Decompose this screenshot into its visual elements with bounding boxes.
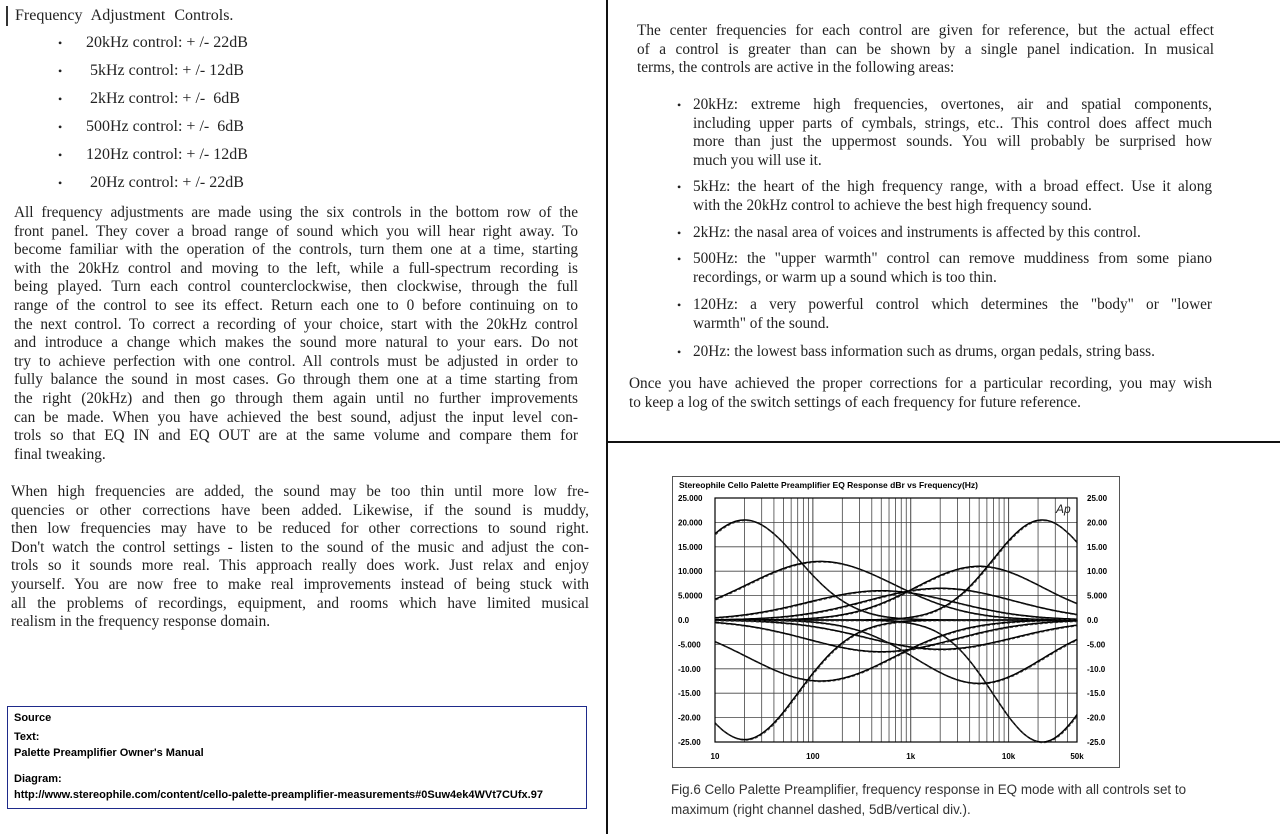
bullet-dot: • — [58, 92, 63, 106]
frequency-bullet-item — [677, 223, 1212, 243]
figure-caption: Fig.6 Cello Palette Preamplifier, frequency response in EQ mode with all controls set to maximum (right channel dashed, 5dB/vertical div.). — [671, 782, 1187, 817]
eq-response-chart — [672, 476, 1120, 768]
y-tick-label-left: 0.0 — [678, 616, 690, 625]
margin-mark — [6, 6, 8, 26]
y-tick-label-right: 15.00 — [1087, 542, 1108, 552]
bullet-dot: • — [58, 36, 63, 50]
bullet-dot: • — [677, 252, 682, 267]
text-line: yourself. You are now free to make real improvements instead of being stuck with — [11, 575, 589, 593]
text-line: range of the control to see its effect. Return each one to 0 before continuing on to — [14, 296, 578, 314]
x-tick-label: 10k — [1001, 752, 1016, 761]
text-line: All frequency adjustments are made using the six controls in the bottom row of the — [14, 204, 578, 221]
x-tick-label: 50k — [1070, 752, 1084, 761]
chart-svg — [672, 476, 1120, 768]
control-text: 20Hz control: + /- 22dB — [86, 174, 244, 191]
control-list-item — [58, 90, 248, 118]
text-line: final tweaking. — [14, 445, 106, 463]
text-line: can be made. When you have achieved the best sound, adjust the input level con- — [14, 408, 578, 426]
control-text: 500Hz control: + /- 6dB — [86, 118, 244, 135]
bullet-dot: • — [677, 225, 682, 240]
bullet-dot: • — [58, 120, 63, 134]
bullet-dot: • — [677, 344, 682, 359]
text-label: Text: — [14, 731, 40, 743]
bullet-dot: • — [677, 298, 682, 313]
text-line: then low frequencies may have to be reduced for other corrections to sound right. — [11, 520, 589, 538]
frequency-bullet-list — [677, 96, 1212, 361]
text-line: and introduce a change which makes the sound more natural to your ears. Do not — [14, 334, 578, 352]
text-line: the next control. To correct a recording of your choice, start with the 20kHz control — [14, 315, 578, 333]
y-tick-label-left: -15.00 — [678, 689, 701, 699]
frequency-bullet-item — [677, 250, 1212, 287]
text-line: Once you have achieved the proper corrections for a particular recording, you may wish — [629, 375, 1212, 392]
control-list-item — [58, 62, 248, 90]
x-tick-label: 100 — [806, 752, 820, 761]
y-tick-label-left: -20.00 — [678, 713, 701, 723]
paragraph-high-frequencies — [11, 483, 589, 632]
y-tick-label-right: 10.00 — [1087, 567, 1108, 577]
y-tick-label-right: -10.0 — [1087, 664, 1106, 674]
paragraph-intro — [637, 22, 1214, 78]
chart-title: Stereophile Cello Palette Preamplifier EQ Response dBr vs Frequency(Hz) — [679, 480, 979, 490]
text-line: become familiar with the operation of the controls, turn them one at a time, starting — [14, 241, 578, 259]
bullet-dot: • — [58, 176, 63, 190]
right-top-panel — [608, 0, 1280, 440]
chart-watermark: Ap — [1056, 502, 1071, 516]
y-tick-label-left: 5.0000 — [678, 591, 703, 601]
horizontal-divider — [607, 441, 1280, 443]
source-box — [7, 706, 587, 809]
text-line: realism in the frequency response domain. — [11, 613, 271, 631]
text-line: to keep a log of the switch settings of each frequency for future reference. — [629, 393, 1081, 411]
text-line: try to achieve perfection with one control. All controls must be adjusted in order to — [14, 352, 578, 370]
text-line: 5kHz: the heart of the high frequency range, with a broad effect. Use it along — [693, 178, 1212, 196]
text-line: fully balance the sound in most cases. Go through them one at a time starting from — [14, 371, 578, 389]
x-tick-label: 1k — [906, 752, 916, 761]
frequency-bullet-item — [677, 296, 1212, 333]
text-line: with the 20kHz control to achieve the best high frequency sound. — [693, 196, 1092, 214]
text-line: more than just the uppermost sounds. You will probably be surprised how — [693, 133, 1212, 151]
text-line: of a control is greater than can be shown by a single panel indication. In musical — [637, 40, 1214, 58]
bullet-dot: • — [677, 98, 682, 112]
source-label: Source — [14, 712, 52, 724]
y-tick-label-right: -20.0 — [1087, 713, 1106, 723]
text-line: 20kHz: extreme high frequencies, overtones, air and spatial components, — [693, 96, 1212, 113]
section-heading: Frequency Adjustment Controls. — [15, 7, 234, 24]
y-tick-label-right: 5.000 — [1087, 591, 1108, 601]
text-line: all the problems of recordings, equipment, and rooms which have limited musical — [11, 594, 589, 612]
bullet-dot: • — [58, 148, 63, 162]
text-line: 120Hz: a very powerful control which determines the "body" or "lower — [693, 296, 1212, 314]
text-line: front panel. They cover a broad range of sound which you will hear right away. To — [14, 222, 578, 240]
text-line: The center frequencies for each control are given for reference, but the actual effect — [637, 22, 1214, 39]
bullet-dot: • — [677, 180, 682, 195]
text-value: Palette Preamplifier Owner's Manual — [14, 747, 204, 759]
frequency-bullet-item — [677, 96, 1212, 170]
text-line: trols so it sounds more real. This approach really does work. Just relax and enjoy — [11, 557, 589, 575]
bullet-dot: • — [58, 64, 63, 78]
y-tick-label-right: -25.0 — [1087, 738, 1106, 747]
text-line: When high frequencies are added, the sound may be too thin until more low fre- — [11, 483, 589, 500]
paragraph-outro — [629, 375, 1212, 412]
y-tick-label-left: -25.00 — [678, 738, 701, 747]
diagram-url-link[interactable]: http://www.stereophile.com/content/cello-palette-preamplifier-measurements#0Suw4ek4WVt7CUfx.97 — [14, 789, 543, 801]
x-tick-label: 10 — [710, 752, 720, 761]
y-tick-label-left: 10.000 — [678, 567, 703, 577]
y-tick-label-left: 15.000 — [678, 542, 703, 552]
control-text: 2kHz control: + /- 6dB — [86, 90, 240, 107]
frequency-bullet-item — [677, 342, 1212, 362]
control-list-item — [58, 174, 248, 202]
y-tick-label-left: 20.000 — [678, 518, 703, 528]
text-line: the right (20kHz) and then go through them again until no further improvements — [14, 389, 578, 407]
text-line: with the 20kHz control and moving to the left, while a full-spectrum recording is — [14, 259, 578, 277]
control-text: 5kHz control: + /- 12dB — [86, 62, 244, 79]
y-tick-label-right: 25.00 — [1087, 494, 1108, 503]
frequency-bullet-item — [677, 178, 1212, 215]
text-line: 500Hz: the "upper warmth" control can remove muddiness from some piano — [693, 250, 1212, 268]
text-line: 2kHz: the nasal area of voices and instruments is affected by this control. — [693, 223, 1141, 241]
y-tick-label-left: 25.000 — [678, 494, 703, 503]
y-tick-label-left: -10.00 — [678, 664, 701, 674]
text-line: being played. Turn each control counterclockwise, then clockwise, through the full — [14, 278, 578, 296]
paragraph-adjustments — [14, 204, 578, 464]
control-list-item — [58, 34, 248, 62]
control-list — [58, 34, 248, 202]
y-tick-label-right: 20.00 — [1087, 518, 1108, 528]
text-line: including upper parts of cymbals, strings, etc.. This control does affect much — [693, 114, 1212, 132]
text-line: quencies or other corrections have been added. Likewise, if the sound is muddy, — [11, 501, 589, 519]
control-text: 20kHz control: + /- 22dB — [86, 34, 248, 51]
text-line: warmth" of the sound. — [693, 314, 830, 332]
text-line: terms, the controls are active in the following areas: — [637, 59, 955, 77]
y-tick-label-right: -15.0 — [1087, 689, 1106, 699]
text-line: recordings, or warm up a sound which is too thin. — [693, 268, 997, 286]
diagram-label: Diagram: — [14, 773, 62, 785]
control-list-item — [58, 118, 248, 146]
text-line: Don't watch the control settings - listen to the sound of the music and adjust the con- — [11, 538, 589, 556]
text-line: trols so that EQ IN and EQ OUT are at the same volume and compare them for — [14, 427, 578, 445]
y-tick-label-right: 0.0 — [1087, 616, 1099, 625]
y-tick-label-right: -5.00 — [1087, 640, 1106, 650]
text-line: much you will use it. — [693, 151, 822, 169]
control-text: 120Hz control: + /- 12dB — [86, 146, 248, 163]
control-list-item — [58, 146, 248, 174]
y-tick-label-left: -5.000 — [678, 640, 701, 650]
text-line: 20Hz: the lowest bass information such as drums, organ pedals, string bass. — [693, 342, 1155, 360]
